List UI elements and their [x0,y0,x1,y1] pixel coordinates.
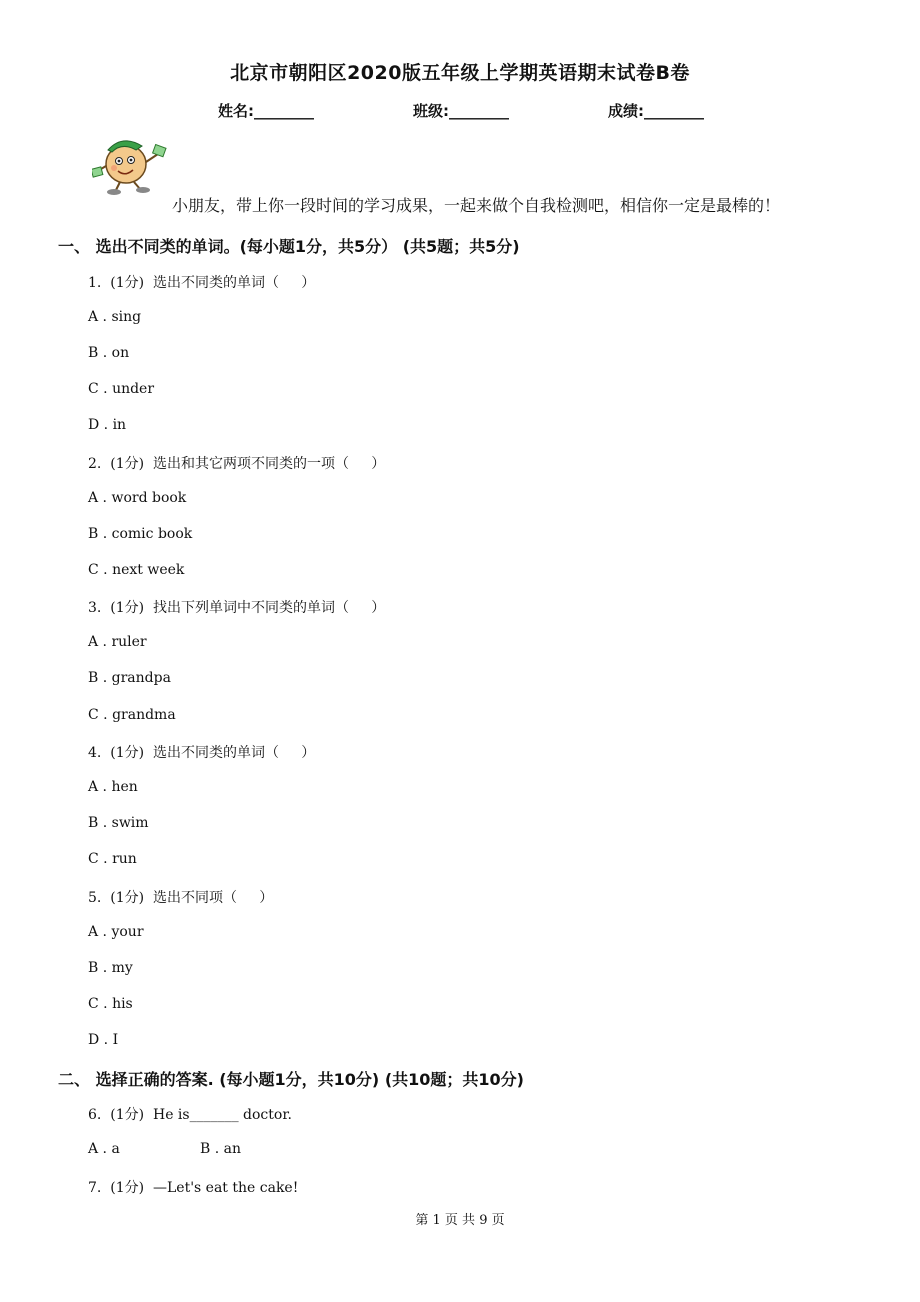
question-6-option-a: A . a [88,1141,120,1157]
question-4-option-b: B . swim [88,815,149,831]
page-footer: 第 1 页 共 9 页 [415,1213,505,1228]
question-3-stem: 3. (1分) 找出下列单词中不同类的单词（ ） [88,600,386,616]
question-5-stem: 5. (1分) 选出不同项（ ） [88,890,274,906]
question-6-option-b: B . an [200,1141,242,1157]
question-3-option-b: B . grandpa [88,670,171,686]
score-field-label: 成绩:________ [608,102,704,120]
mascot-icon [92,132,168,196]
question-4-option-a: A . hen [88,779,138,795]
class-field-label: 班级:________ [413,102,509,120]
question-4-stem: 4. (1分) 选出不同类的单词（ ） [88,745,316,761]
question-1-option-d: D . in [88,417,127,433]
question-2-stem: 2. (1分) 选出和其它两项不同类的一项（ ） [88,456,386,472]
question-5-option-d: D . I [88,1032,119,1048]
section-2-heading: 二、 选择正确的答案. (每小题1分，共10分) (共10题；共10分) [58,1070,524,1089]
greeting-text: 小朋友，带上你一段时间的学习成果，一起来做个自我检测吧，相信你一定是最棒的！ [172,196,781,215]
question-1-option-b: B . on [88,345,130,361]
question-1-stem: 1. (1分) 选出不同类的单词（ ） [88,275,316,291]
page-title: 北京市朝阳区2020版五年级上学期英语期末试卷B卷 [230,62,690,84]
name-field-label: 姓名:________ [218,102,314,120]
question-5-option-b: B . my [88,960,133,976]
question-1-option-a: A . sing [88,309,142,325]
question-4-option-c: C . run [88,851,137,867]
question-3-option-a: A . ruler [88,634,147,650]
question-2-option-a: A . word book [88,490,187,506]
question-6-stem: 6. (1分) He is_______ doctor. [88,1107,292,1123]
question-1-option-c: C . under [88,381,155,397]
question-5-option-a: A . your [88,924,144,940]
question-3-option-c: C . grandma [88,707,176,723]
question-2-option-c: C . next week [88,562,185,578]
question-5-option-c: C . his [88,996,133,1012]
question-7-stem: 7. (1分) —Let's eat the cake! [88,1180,299,1196]
section-1-heading: 一、 选出不同类的单词。(每小题1分，共5分） (共5题；共5分) [58,237,520,256]
question-2-option-b: B . comic book [88,526,193,542]
